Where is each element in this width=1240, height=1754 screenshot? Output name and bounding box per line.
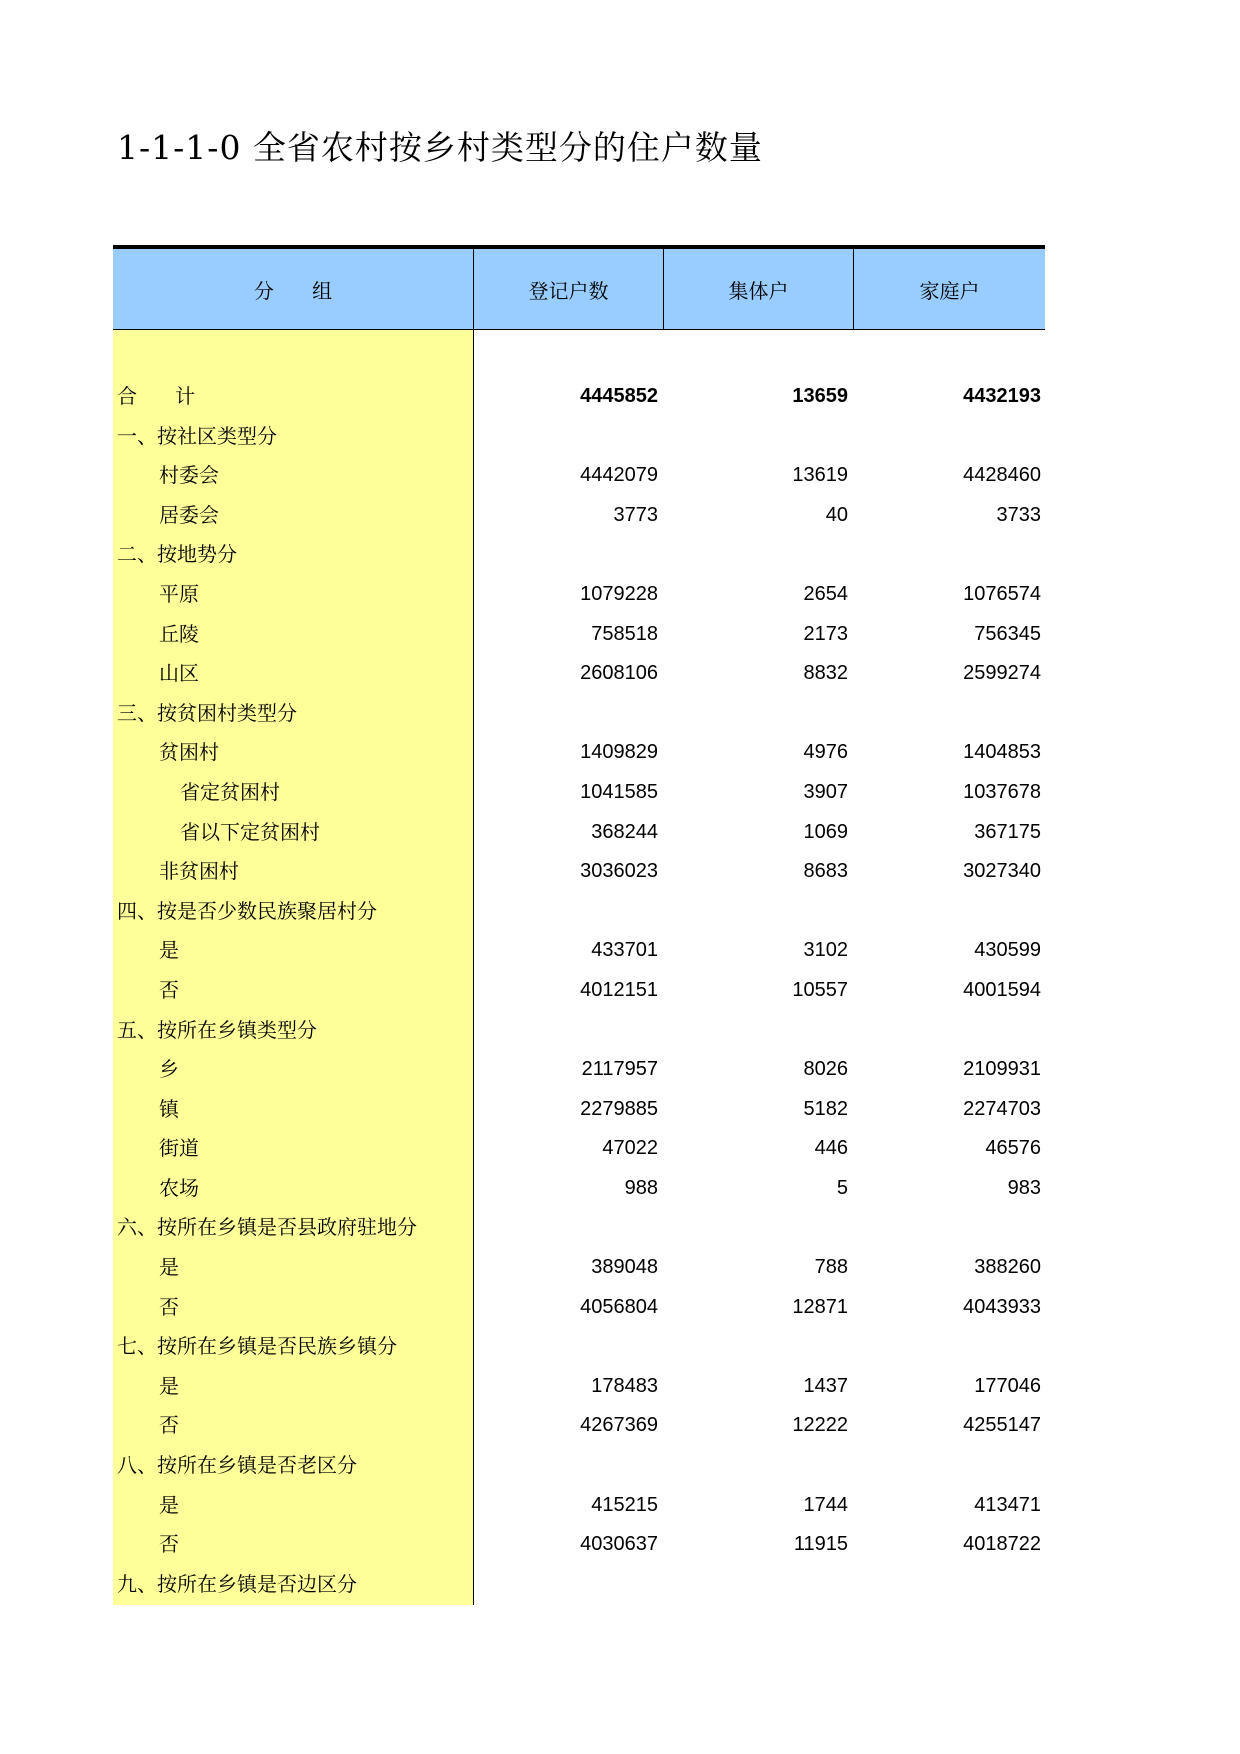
- cell-registered: [473, 1327, 658, 1367]
- cell-family: [853, 1565, 1041, 1605]
- cell-family: 2109931: [963, 1058, 1041, 1081]
- cell-collective: 446: [814, 1137, 848, 1160]
- row-label: 山区: [159, 661, 199, 686]
- row-label: 是: [159, 938, 179, 963]
- row-label: 乡: [159, 1057, 179, 1082]
- cell-collective: 5: [836, 1176, 848, 1199]
- cell-family: 1404853: [963, 741, 1041, 764]
- cell-family: [853, 1327, 1041, 1367]
- cell-family: [853, 892, 1041, 932]
- cell-registered: [473, 1565, 658, 1605]
- cell-collective: 8832: [803, 662, 848, 685]
- cell-registered: 4442079: [580, 464, 658, 487]
- cell-registered: 4012151: [580, 978, 658, 1001]
- cell-registered: [473, 1011, 658, 1051]
- cell-family: 3027340: [963, 860, 1041, 883]
- row-label: 否: [159, 1532, 179, 1557]
- table-row: [113, 892, 1045, 932]
- header-collective-households: 集体户: [663, 249, 853, 329]
- table-row: [113, 694, 1045, 734]
- cell-collective: 11915: [793, 1533, 848, 1556]
- cell-registered: 415215: [591, 1493, 658, 1516]
- cell-registered: 47022: [602, 1137, 658, 1160]
- cell-registered: 4056804: [580, 1295, 658, 1318]
- cell-family: 1037678: [963, 780, 1041, 803]
- row-label: 非贫困村: [159, 859, 239, 884]
- cell-registered: 1041585: [580, 780, 658, 803]
- cell-registered: [473, 1446, 658, 1486]
- row-label: 贫困村: [159, 740, 219, 765]
- cell-family: 3733: [996, 503, 1041, 526]
- table-row: [113, 852, 1045, 892]
- cell-collective: 1069: [803, 820, 848, 843]
- cell-family: 2599274: [963, 662, 1041, 685]
- row-label: 是: [159, 1373, 179, 1398]
- row-label: 一、按社区类型分: [117, 423, 277, 448]
- cell-registered: 389048: [591, 1256, 658, 1279]
- header-family-households: 家庭户: [853, 249, 1045, 329]
- cell-registered: 1079228: [580, 582, 658, 605]
- cell-family: [853, 1446, 1041, 1486]
- cell-family: 367175: [974, 820, 1041, 843]
- table-row: [113, 813, 1045, 853]
- row-label: 是: [159, 1255, 179, 1280]
- cell-family: 46576: [985, 1137, 1041, 1160]
- cell-collective: [663, 1327, 848, 1367]
- row-label: 七、按所在乡镇是否民族乡镇分: [117, 1334, 397, 1359]
- cell-collective: [663, 1446, 848, 1486]
- cell-family: 1076574: [963, 582, 1041, 605]
- table-row: [113, 1169, 1045, 1209]
- row-label: 合 计: [117, 384, 196, 408]
- table-row: [113, 1248, 1045, 1288]
- row-label: 否: [159, 1294, 179, 1319]
- row-label: 否: [159, 1413, 179, 1438]
- cell-collective: 1744: [803, 1493, 848, 1516]
- header-registered-households: 登记户数: [473, 249, 663, 329]
- cell-registered: [473, 892, 658, 932]
- cell-registered: 2279885: [580, 1097, 658, 1120]
- table-row: [113, 733, 1045, 773]
- cell-collective: [663, 1565, 848, 1605]
- cell-family: [853, 1011, 1041, 1051]
- cell-family: [853, 535, 1041, 575]
- cell-collective: [663, 892, 848, 932]
- cell-registered: 988: [624, 1176, 658, 1199]
- row-label: 村委会: [159, 463, 219, 488]
- cell-registered: 758518: [591, 622, 658, 645]
- cell-collective: 10557: [792, 978, 848, 1001]
- table-row: [113, 535, 1045, 575]
- cell-collective: 12222: [792, 1414, 848, 1437]
- cell-family: 4001594: [963, 978, 1041, 1001]
- table-row: [113, 654, 1045, 694]
- cell-collective: 2173: [803, 622, 848, 645]
- cell-registered: 4445852: [580, 385, 658, 407]
- cell-family: 177046: [974, 1374, 1041, 1397]
- row-label: 省定贫困村: [180, 779, 280, 804]
- cell-family: [853, 1208, 1041, 1248]
- cell-family: 756345: [974, 622, 1041, 645]
- row-label: 平原: [159, 581, 199, 606]
- row-label: 镇: [159, 1096, 179, 1121]
- table-row: [113, 1486, 1045, 1526]
- cell-collective: 1437: [803, 1374, 848, 1397]
- page-title: 1-1-1-0 全省农村按乡村类型分的住户数量: [117, 128, 763, 167]
- cell-registered: [473, 535, 658, 575]
- row-label: 否: [159, 977, 179, 1002]
- cell-registered: 368244: [591, 820, 658, 843]
- row-label: 省以下定贫困村: [180, 819, 320, 844]
- cell-registered: 2117957: [581, 1058, 658, 1081]
- cell-registered: 3036023: [580, 860, 658, 883]
- table-row: [113, 377, 1045, 417]
- cell-family: [853, 417, 1041, 457]
- row-label: 是: [159, 1492, 179, 1517]
- cell-collective: [663, 694, 848, 734]
- cell-collective: 3907: [803, 780, 848, 803]
- cell-collective: 2654: [803, 582, 848, 605]
- table-header: [113, 249, 1045, 330]
- cell-family: 4432193: [963, 385, 1041, 407]
- row-label: 街道: [159, 1136, 199, 1161]
- cell-registered: 1409829: [580, 741, 658, 764]
- cell-family: 430599: [974, 939, 1041, 962]
- cell-collective: 8026: [803, 1058, 848, 1081]
- cell-family: 4255147: [963, 1414, 1041, 1437]
- row-label: 六、按所在乡镇是否县政府驻地分: [117, 1215, 417, 1240]
- cell-family: 2274703: [963, 1097, 1041, 1120]
- cell-registered: 178483: [591, 1374, 658, 1397]
- row-label: 八、按所在乡镇是否老区分: [117, 1453, 357, 1478]
- table-row: [113, 1288, 1045, 1328]
- row-label: 丘陵: [159, 621, 199, 646]
- cell-registered: 3773: [613, 503, 658, 526]
- table-row: [113, 1565, 1045, 1605]
- cell-collective: 4976: [803, 741, 848, 764]
- table-row: [113, 1406, 1045, 1446]
- table-row: [113, 1446, 1045, 1486]
- cell-family: 983: [1007, 1176, 1041, 1199]
- cell-collective: [663, 1208, 848, 1248]
- row-label: 农场: [159, 1175, 199, 1200]
- cell-collective: 12871: [792, 1295, 848, 1318]
- cell-collective: 40: [825, 503, 848, 526]
- cell-family: 4428460: [963, 464, 1041, 487]
- cell-family: [853, 694, 1041, 734]
- cell-collective: 5182: [803, 1097, 848, 1120]
- cell-registered: [473, 694, 658, 734]
- cell-registered: [473, 417, 658, 457]
- table-row: [113, 1129, 1045, 1169]
- table-row: [113, 1090, 1045, 1130]
- row-label: 九、按所在乡镇是否边区分: [117, 1571, 357, 1596]
- cell-family: 4043933: [963, 1295, 1041, 1318]
- table-row: [113, 1208, 1045, 1248]
- cell-collective: 3102: [803, 939, 848, 962]
- table-row: [113, 1050, 1045, 1090]
- cell-collective: 13659: [792, 385, 848, 407]
- table-row: [113, 931, 1045, 971]
- table-row: [113, 1011, 1045, 1051]
- cell-collective: [663, 1011, 848, 1051]
- table-row: [113, 1525, 1045, 1565]
- cell-collective: [663, 417, 848, 457]
- cell-registered: 2608106: [580, 662, 658, 685]
- table-row: [113, 971, 1045, 1011]
- table-body: [113, 377, 1045, 1604]
- cell-collective: 13619: [792, 464, 848, 487]
- cell-registered: 433701: [591, 939, 658, 962]
- cell-collective: [663, 535, 848, 575]
- cell-registered: 4030637: [580, 1533, 658, 1556]
- cell-family: 413471: [974, 1493, 1041, 1516]
- cell-family: 388260: [974, 1256, 1041, 1279]
- table-row: [113, 1367, 1045, 1407]
- cell-family: 4018722: [963, 1533, 1041, 1556]
- row-label: 四、按是否少数民族聚居村分: [117, 898, 377, 923]
- table-row: [113, 773, 1045, 813]
- row-label: 二、按地势分: [117, 542, 237, 567]
- cell-collective: 788: [814, 1256, 848, 1279]
- row-label: 五、按所在乡镇类型分: [117, 1017, 317, 1042]
- table-row: [113, 1327, 1045, 1367]
- header-group: 分 组: [253, 278, 333, 303]
- row-label: 三、按贫困村类型分: [117, 700, 297, 725]
- cell-registered: 4267369: [580, 1414, 658, 1437]
- table-row: [113, 496, 1045, 536]
- table-row: [113, 615, 1045, 655]
- table-row: [113, 417, 1045, 457]
- row-label: 居委会: [159, 502, 219, 527]
- cell-registered: [473, 1208, 658, 1248]
- cell-collective: 8683: [803, 860, 848, 883]
- table-row: [113, 575, 1045, 615]
- table-row: [113, 456, 1045, 496]
